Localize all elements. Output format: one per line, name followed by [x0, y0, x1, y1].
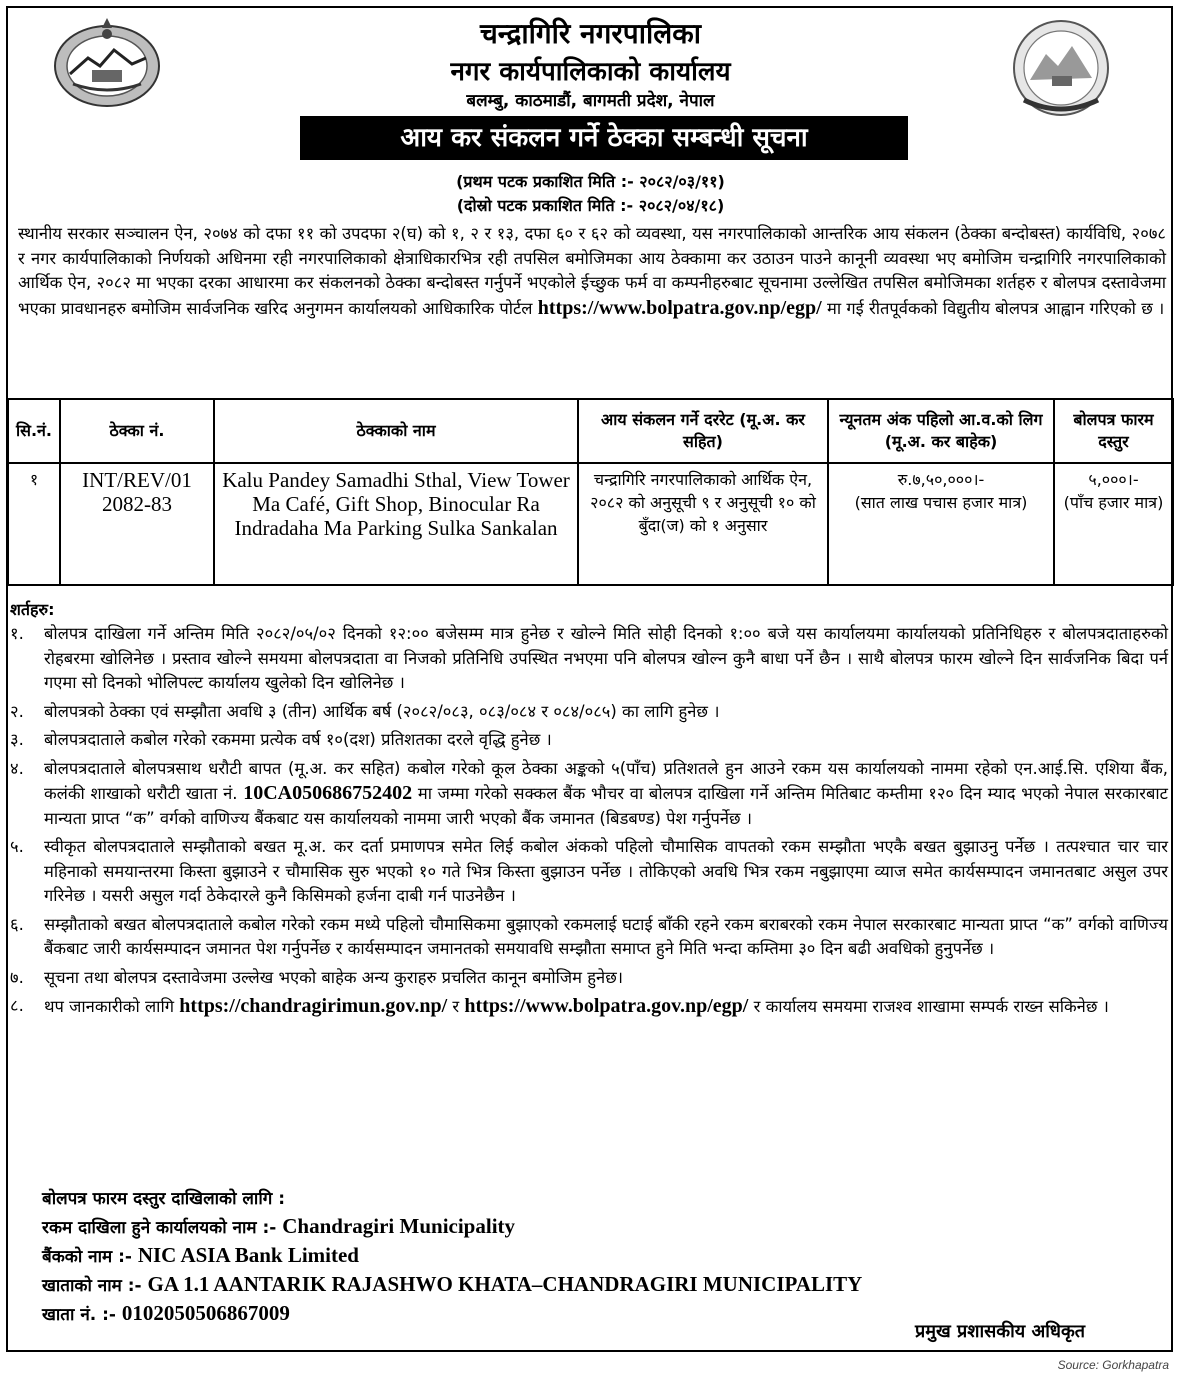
- fee-office-row: [42, 1213, 1142, 1242]
- deposit-account-number: 10CA050686752402: [243, 782, 413, 804]
- condition-item: [10, 757, 1168, 832]
- condition-item: [10, 622, 1168, 696]
- signatory-title: प्रमुख प्रशासकीय अधिकृत: [915, 1321, 1086, 1342]
- condition-number: ६.: [10, 914, 24, 934]
- second-published-date: (दोस्रो पटक प्रकाशित मिति :- २०८२/०४/१८): [456, 196, 725, 215]
- condition-text: सूचना तथा बोलपत्र दस्तावेजमा उल्लेख भएको बाहेक अन्य कुराहरु प्रचलित कानून बमोजिम हुनेछ।: [44, 967, 624, 987]
- cell-rate: चन्द्रागिरि नगरपालिकाको आर्थिक ऐन, २०८२ को अनुसूची ९ र अनुसूची १० को बुँदा(ज) को १ अनुसार: [578, 463, 828, 585]
- office-name: नगर कार्यपालिकाको कार्यालय: [450, 57, 731, 87]
- cell-contract-no: [60, 463, 214, 585]
- condition-text: बोलपत्र दाखिला गर्ने अन्तिम मिति २०८२/०५/०२ दिनको १२:०० बजेसम्म मात्र हुनेछ र खोल्ने मिति सोही दिनको १:०० बजे यस कार्यालयमा कार्यालयको प्रतिनिधिहरु र बोलपत्रदाताहरुको रोहबरमा खोलिनेछ । प्रस्ताव खोल्ने समयमा बोलपत्रदाता वा निजको प्रतिनिधि उपस्थित नभएमा पनि बोलपत्र खोल्न कुनै बाधा पर्ने छैन । साथै बोलपत्र फारम खोल्ने दिन सार्वजनिक बिदा पर्न गएमा सो दिनको भोलिपल्ट कार्यालय खुलेको दिन खोलिनेछ ।: [44, 624, 1168, 692]
- min-amount-words: (सात लाख पचास हजार मात्र): [854, 493, 1028, 512]
- office-address: बलम्बु, काठमाडौं, बागमती प्रदेश, नेपाल: [466, 91, 715, 111]
- condition-text-part-b: मा जम्मा गरेको सक्कल बैंक भौचर वा बोलपत्र दाखिला गर्ने अन्तिम मितिबाट कम्तीमा १२० दिन म्याद भएको नेपाल सरकारबाट मान्यता प्राप्त “क” वर्गको वाणिज्य बैंकबाट यस कार्यालयको नाममा जारी भएको बैंक जमानत (बिडबण्ड) पेश गर्नुपर्नेछ ।: [44, 784, 1168, 828]
- fee-account-no-label: खाता नं. :-: [42, 1305, 116, 1325]
- col-header-sn: सि.नं.: [8, 399, 60, 463]
- condition-number: ३.: [10, 730, 24, 749]
- condition-item: [10, 966, 1168, 991]
- condition-text-part-b: र कार्यालय समयमा राजश्व शाखामा सम्पर्क राख्न सकिनेछ ।: [753, 997, 1109, 1016]
- table-header-row: [8, 399, 1173, 463]
- condition-item: [10, 994, 1168, 1020]
- fee-office-value: Chandragiri Municipality: [282, 1214, 516, 1238]
- contract-no-line2: 2082-83: [102, 492, 172, 516]
- fee-section-title: बोलपत्र फारम दस्तुर दाखिलाको लागि :: [42, 1189, 286, 1209]
- condition-text-part-a: बोलपत्रदाताले बोलपत्रसाथ धरौटी बापत (मू.अ. कर सहित) कबोल गरेको कूल ठेक्का अङ्कको ५(पाँच) प्रतिशतले हुन आउने रकम यस कार्यालयको नाममा रहेको एन.आई.सि. एशिया बैंक, कलंकी शाखाको धरौटी खाता नं.: [44, 758, 1168, 803]
- tender-table: [7, 398, 1174, 586]
- col-header-rate: आय संकलन गर्ने दररेट (मू.अ. कर सहित): [578, 399, 828, 463]
- cell-contract-name: Kalu Pandey Samadhi Sthal, View Tower Ma Café, Gift Shop, Binocular Ra Indradaha Ma Parking Sulka Sankalan: [214, 463, 578, 585]
- bolpatra-portal-link[interactable]: https://www.bolpatra.gov.np/egp/: [537, 296, 822, 319]
- fee-bank-row: [42, 1242, 1142, 1271]
- condition-number: २.: [10, 701, 24, 721]
- first-published-date: (प्रथम पटक प्रकाशित मिति :- २०८२/०३/११): [456, 172, 725, 191]
- condition-number: ७.: [10, 967, 24, 987]
- fee-bank-value: NIC ASIA Bank Limited: [137, 1243, 359, 1267]
- condition-item: [10, 728, 1168, 753]
- condition-text-part-a: थप जानकारीको लागि: [44, 997, 175, 1016]
- condition-text: [44, 757, 1168, 832]
- intro-paragraph: [18, 222, 1166, 321]
- municipality-name: चन्द्रागिरि नगरपालिका: [480, 17, 701, 50]
- intro-tail: मा गई रीतपूर्वकको विद्युतीय बोलपत्र आह्वान गरिएको छ ।: [821, 298, 1165, 318]
- conditions-list: [10, 622, 1168, 1024]
- contract-no-line1: INT/REV/01: [82, 468, 192, 492]
- col-header-contract-name: ठेक्काको नाम: [214, 399, 578, 463]
- notice-title-banner: आय कर संकलन गर्ने ठेक्का सम्बन्धी सूचना: [300, 116, 908, 160]
- bolpatra-website-link[interactable]: https://www.bolpatra.gov.np/egp/: [464, 995, 749, 1017]
- col-header-form-fee: बोलपत्र फारम दस्तुर: [1054, 399, 1173, 463]
- cell-sn: १: [8, 463, 60, 585]
- form-fee-words: (पाँच हजार मात्र): [1063, 493, 1164, 512]
- fee-account-no-value: 0102050506867009: [121, 1301, 290, 1325]
- condition-item: [10, 913, 1168, 962]
- condition-text: सम्झौताको बखत बोलपत्रदाताले कबोल गरेको रकम मध्ये पहिलो चौमासिकमा बुझाएको रकमलाई घटाई बाँकी रहने रकम बराबरको रकम नेपाल सरकारबाट मान्यता प्राप्त “क” वर्गको वाणिज्य बैंकबाट जारी कार्यसम्पादन जमानत पेश गर्नुपर्नेछ र कार्यसम्पादन जमानतको समयावधि सम्झौता समाप्त हुने मिति भन्दा कम्तिमा ३० दिन बढी अवधिको हुनुपर्नेछ ।: [44, 914, 1168, 958]
- condition-text: बोलपत्रदाताले कबोल गरेको रकममा प्रत्येक वर्ष १०(दश) प्रतिशतका दरले वृद्धि हुनेछ ।: [44, 730, 552, 749]
- fee-account-name-row: [42, 1271, 1142, 1300]
- fee-office-label: रकम दाखिला हुने कार्यालयको नाम :-: [42, 1218, 277, 1238]
- fee-bank-label: बैंकको नाम :-: [42, 1247, 132, 1267]
- conditions-title: शर्तहरु:: [10, 600, 55, 619]
- condition-item: [10, 700, 1168, 725]
- condition-text: स्वीकृत बोलपत्रदाताले सम्झौताको बखत मू.अ. कर दर्ता प्रमाणपत्र समेत लिई कबोल अंकको पहिलो चौमासिक वापतको रकम सम्झौता भएकै बखत बुझाउनु पर्नेछ । तत्पश्चात चार चार महिनाको समयान्तरमा किस्ता बुझाउने र चौमासिक सुरु भएको १० गते भित्र किस्ता बुझाउन पर्नेछ । तोकिएको अवधि भित्र रकम नबुझाएमा व्याज समेत कार्यसम्पादन जमानतबाट असुल उपर गरिनेछ । यसरी असुल गर्दा ठेकेदारले कुनै किसिमको हर्जना दाबी गर्न पाउनेछैन ।: [44, 837, 1168, 905]
- intro-text: स्थानीय सरकार सञ्चालन ऐन, २०७४ को दफा ११ को उपदफा २(घ) को १, २ र १३, दफा ६० र ६२ को व्यवस्था, यस नगरपालिकाको आन्तरिक आय संकलन (ठेक्का बन्दोबस्त) कार्यविधि, २०७८ र नगर कार्यपालिकाको निर्णयको अधिनमा रही नगरपालिकाको क्षेत्राधिकारभित्र रही तपसिल बमोजिमका आय ठेक्कामा कर उठाउन पाउने कानूनी व्यवस्था भए बमोजिम चन्द्रागिरि नगरपालिकाको आर्थिक ऐन, २०८२ मा भएका दरका आधारमा कर संकलनको ठेक्का बन्दोबस्त गर्नुपर्ने भएकोले ईच्छुक फर्म वा कम्पनीहरुबाट सूचनामा उल्लेखित तपसिल बमोजिमका शर्तहरु र बोलपत्र दस्तावेजमा भएका प्रावधानहरु बमोजिम सार्वजनिक खरिद अनुगमन कार्यालयको आधिकारिक पोर्टल: [18, 224, 1166, 318]
- condition-item: [10, 835, 1168, 909]
- condition-text: बोलपत्रको ठेक्का एवं सम्झौता अवधि ३ (तीन) आर्थिक बर्ष (२०८२/०८३, ०८३/०८४ र ०८४/०८५) का लागि हुनेछ ।: [44, 701, 720, 721]
- fee-account-name-value: GA 1.1 AANTARIK RAJASHWO KHATA–CHANDRAGIRI MUNICIPALITY: [147, 1272, 863, 1296]
- condition-text-mid: र: [452, 997, 460, 1016]
- cell-min-amount: [828, 463, 1054, 585]
- condition-number: ८.: [10, 996, 24, 1015]
- source-credit: Source: Gorkhapatra: [1057, 1358, 1169, 1372]
- fee-deposit-section: [42, 1186, 1142, 1329]
- cell-form-fee: [1054, 463, 1173, 585]
- col-header-contract-no: ठेक्का नं.: [60, 399, 214, 463]
- municipality-website-link[interactable]: https://chandragirimun.gov.np/: [179, 995, 448, 1017]
- condition-number: १.: [10, 624, 24, 643]
- form-fee-value: ५,०००।-: [1088, 470, 1139, 489]
- fee-account-name-label: खाताको नाम :-: [42, 1276, 142, 1296]
- condition-text: [44, 994, 1168, 1020]
- min-amount-value: रु.७,५०,०००।-: [897, 470, 985, 489]
- table-row: [8, 463, 1173, 585]
- condition-number: ५.: [10, 837, 24, 856]
- col-header-min-amount: न्यूनतम अंक पहिलो आ.व.को लिग (मू.अ. कर बाहेक): [828, 399, 1054, 463]
- condition-number: ४.: [10, 758, 24, 778]
